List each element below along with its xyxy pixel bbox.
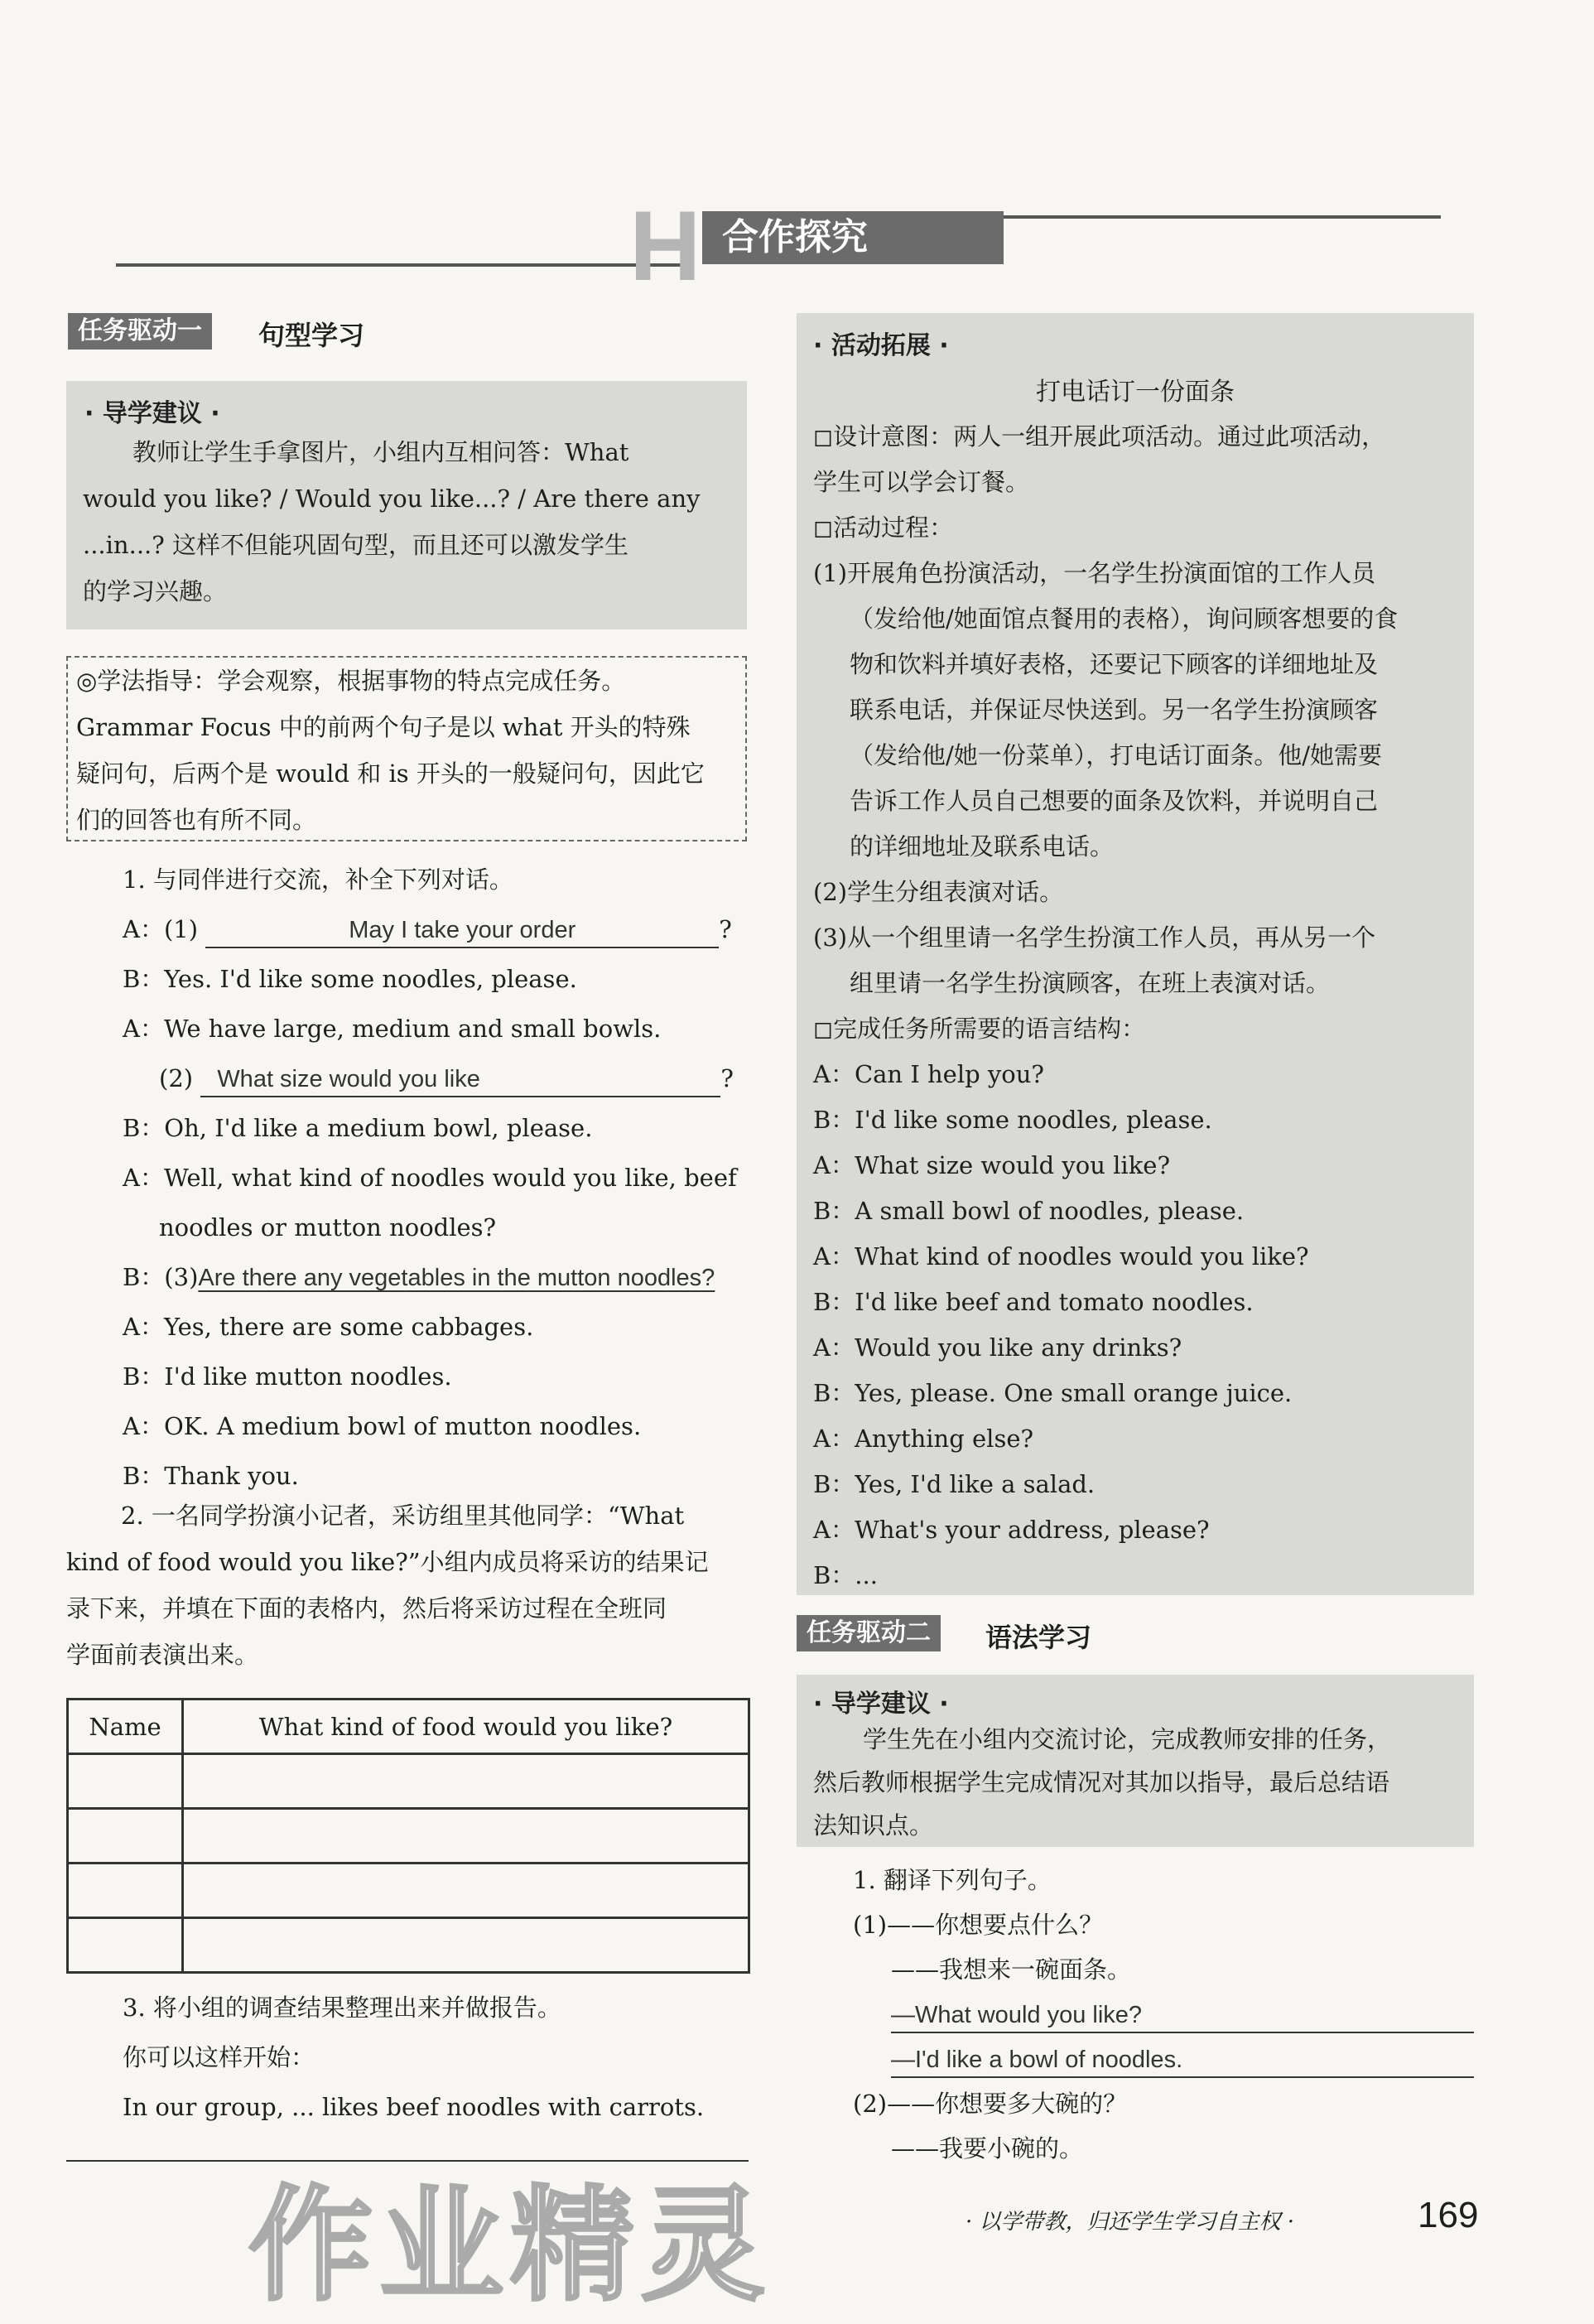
translation-answer: —I'd like a bowl of noodles. bbox=[891, 2042, 1474, 2078]
activity-title: 打电话订一份面条 bbox=[1036, 378, 1235, 407]
header-rule-right bbox=[994, 215, 1441, 219]
activity-line: 组里请一名学生扮演顾客，在班上表演对话。 bbox=[850, 969, 1331, 997]
dialog-line: B：I'd like beef and tomato noodles. bbox=[813, 1288, 1254, 1316]
dialog-line: A：What kind of noodles would you like? bbox=[813, 1242, 1309, 1270]
table-cell[interactable] bbox=[183, 1754, 749, 1809]
activity-line: 学生可以学会订餐。 bbox=[813, 468, 1030, 496]
table-cell[interactable] bbox=[183, 1809, 749, 1864]
footer-slogan: · 以学带教，归还学生学习自主权 · bbox=[966, 2210, 1295, 2235]
guide-line: 学生先在小组内交流讨论，完成教师安排的任务， bbox=[863, 1725, 1392, 1753]
q3-prompt: 3. 将小组的调查结果整理出来并做报告。 bbox=[123, 1994, 561, 2022]
task2-guide-box bbox=[797, 1675, 1474, 1847]
activity-line: 物和饮料并填好表格，还要记下顾客的详细地址及 bbox=[850, 650, 1379, 678]
task1-guide-box bbox=[66, 381, 747, 629]
survey-table bbox=[66, 1698, 750, 1974]
task2-line: (2)——你想要多大碗的？ bbox=[853, 2090, 1128, 2118]
page-number: 169 bbox=[1418, 2195, 1479, 2235]
guide-line: 教师让学生手拿图片，小组内互相问答：What bbox=[132, 438, 629, 466]
page-title: 合作探究 bbox=[702, 211, 1004, 264]
activity-line: 告诉工作人员自己想要的面条及饮料，并说明自己 bbox=[850, 787, 1379, 815]
q1-prompt: 1. 与同伴进行交流，补全下列对话。 bbox=[123, 865, 513, 894]
method-line: Grammar Focus 中的前两个句子是以 what 开头的特殊 bbox=[76, 713, 691, 741]
table-cell[interactable] bbox=[183, 1864, 749, 1918]
guide-line: 然后教师根据学生完成情况对其加以指导，最后总结语 bbox=[813, 1768, 1390, 1796]
dialog-line: B：I'd like some noodles, please. bbox=[813, 1106, 1212, 1134]
activity-line: ◻活动过程： bbox=[813, 513, 954, 542]
activity-line: 的详细地址及联系电话。 bbox=[850, 832, 1115, 861]
table-cell[interactable] bbox=[183, 1918, 749, 1973]
activity-line: 联系电话，并保证尽快送到。另一名学生扮演顾客 bbox=[850, 696, 1379, 724]
activity-head: · 活动拓展 · bbox=[813, 331, 949, 360]
guide-line: 法知识点。 bbox=[813, 1811, 934, 1839]
dialog-line: A：Anything else? bbox=[813, 1425, 1034, 1453]
q2-line: 2. 一名同学扮演小记者，采访组里其他同学：“What bbox=[121, 1502, 685, 1530]
q1-line: B：Yes. I'd like some noodles, please. bbox=[123, 965, 577, 993]
q1-line: (2) What size would you like ? bbox=[159, 1062, 734, 1097]
q2-line: 学面前表演出来。 bbox=[66, 1641, 259, 1669]
activity-line: ◻设计意图：两人一组开展此项活动。通过此项活动， bbox=[813, 422, 1386, 451]
dialog-line: B：... bbox=[813, 1561, 878, 1589]
watermark: 作业精灵 bbox=[248, 2174, 773, 2318]
header-letter: H bbox=[629, 190, 698, 301]
answer-1: May I take your order bbox=[349, 917, 576, 943]
task1-label: 任务驱动一 bbox=[68, 313, 212, 350]
guide-line: ...in...? 这样不但能巩固句型，而且还可以激发学生 bbox=[83, 531, 629, 559]
q1-line: A：Well, what kind of noodles would you like, beef bbox=[123, 1164, 737, 1192]
q1-line: noodles or mutton noodles? bbox=[159, 1213, 497, 1242]
task2-line: (1)——你想要点什么？ bbox=[853, 1911, 1104, 1939]
dialog-line: A：Can I help you? bbox=[813, 1060, 1044, 1088]
task2-q1: 1. 翻译下列句子。 bbox=[853, 1866, 1052, 1894]
table-cell[interactable] bbox=[68, 1754, 183, 1809]
activity-line: （发给他/她面馆点餐用的表格），询问顾客想要的食 bbox=[850, 605, 1399, 633]
table-header: Name bbox=[68, 1700, 183, 1754]
activity-line: （发给他/她一份菜单），打电话订面条。他/她需要 bbox=[850, 741, 1383, 769]
dialog-line: B：Yes, please. One small orange juice. bbox=[813, 1379, 1293, 1407]
q1-line: A：Yes, there are some cabbages. bbox=[123, 1313, 534, 1341]
activity-line: (2)学生分组表演对话。 bbox=[813, 878, 1064, 906]
activity-line: (1)开展角色扮演活动，一名学生扮演面馆的工作人员 bbox=[813, 559, 1376, 587]
q1-line: B：I'd like mutton noodles. bbox=[123, 1362, 452, 1391]
activity-line: ◻完成任务所需要的语言结构： bbox=[813, 1015, 1146, 1043]
table-cell[interactable] bbox=[68, 1809, 183, 1864]
q2-line: 录下来，并填在下面的表格内，然后将采访过程在全班同 bbox=[66, 1594, 667, 1622]
activity-box bbox=[797, 313, 1474, 1595]
dialog-line: B：Yes, I'd like a salad. bbox=[813, 1470, 1096, 1498]
q1-line: B：(3)Are there any vegetables in the mutton noodles? bbox=[123, 1263, 715, 1291]
method-box bbox=[66, 656, 747, 841]
table-cell[interactable] bbox=[68, 1864, 183, 1918]
q1-line: B：Thank you. bbox=[123, 1462, 299, 1490]
activity-line: (3)从一个组里请一名学生扮演工作人员，再从另一个 bbox=[813, 923, 1376, 952]
dialog-line: A：What size would you like? bbox=[813, 1151, 1170, 1179]
q1-line: A：We have large, medium and small bowls. bbox=[123, 1015, 662, 1043]
header-rule-left bbox=[116, 263, 687, 267]
task2-line: ——我想来一碗面条。 bbox=[891, 1955, 1132, 1984]
dialog-line: B：A small bowl of noodles, please. bbox=[813, 1197, 1245, 1225]
task2-label: 任务驱动二 bbox=[797, 1615, 941, 1651]
q1-line: B：Oh, I'd like a medium bowl, please. bbox=[123, 1114, 593, 1142]
translation-answer: —What would you like? bbox=[891, 1998, 1474, 2033]
task2-guide-head: · 导学建议 · bbox=[813, 1690, 949, 1719]
answer-2: What size would you like bbox=[217, 1066, 480, 1092]
q1-line: A：(1) May I take your order ? bbox=[123, 913, 732, 948]
guide-line: 的学习兴趣。 bbox=[83, 577, 228, 605]
task1-guide-head: · 导学建议 · bbox=[84, 399, 220, 428]
method-line: 疑问句，后两个是 would 和 is 开头的一般疑问句，因此它 bbox=[76, 759, 705, 788]
table-cell[interactable] bbox=[68, 1918, 183, 1973]
answer-3: Are there any vegetables in the mutton noodles? bbox=[198, 1265, 715, 1291]
q2-line: kind of food would you like?”小组内成员将采访的结果记 bbox=[66, 1548, 709, 1576]
q1-line: A：OK. A medium bowl of mutton noodles. bbox=[123, 1412, 642, 1440]
task2-line: ——我要小碗的。 bbox=[891, 2134, 1084, 2162]
dialog-line: A：What's your address, please? bbox=[813, 1516, 1210, 1544]
task1-title: 句型学习 bbox=[258, 320, 365, 351]
method-line: ◎学法指导：学会观察，根据事物的特点完成任务。 bbox=[76, 667, 626, 695]
table-header: What kind of food would you like? bbox=[183, 1700, 749, 1754]
method-line: 们的回答也有所不同。 bbox=[76, 806, 317, 834]
guide-line: would you like? / Would you like...? / Are there any bbox=[83, 485, 701, 513]
task2-title: 语法学习 bbox=[985, 1622, 1092, 1653]
q3-start: 你可以这样开始： bbox=[123, 2043, 315, 2071]
q3-example: In our group, ... likes beef noodles with carrots. bbox=[123, 2093, 705, 2121]
dialog-line: A：Would you like any drinks? bbox=[813, 1333, 1182, 1362]
